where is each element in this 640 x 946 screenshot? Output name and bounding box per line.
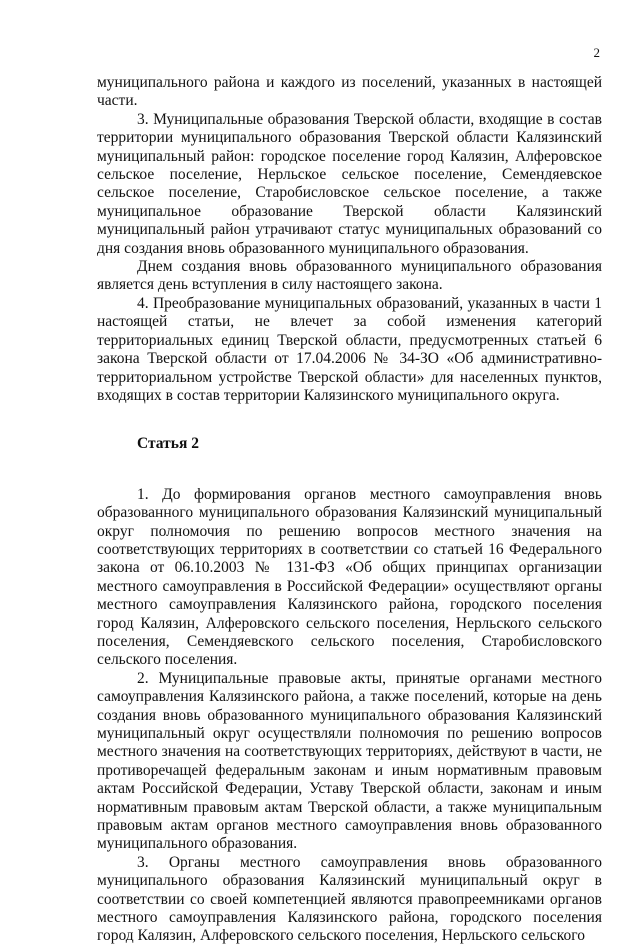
paragraph-creation-day: Днем создания вновь образованного муниципального образования является день вступления в силу настоящего закона. <box>97 258 602 294</box>
paragraph-part-4: 4. Преобразование муниципальных образований, указанных в части 1 настоящей статьи, не влечет за собой изменения категорий территориальных единиц Тверской области, предусмотренных статьей 6 закона Тверской области от 17.04.2006 № 34-ЗО «Об административно-территориальном устройстве Тверской области» для населенных пунктов, входящих в состав территории Калязинского муниципального округа. <box>97 294 602 404</box>
paragraph-continuation: муниципального района и каждого из поселений, указанных в настоящей части. <box>97 74 602 110</box>
paragraph-article2-part-3: 3. Органы местного самоуправления вновь образованного муниципального образования Калязинский муниципальный округ в соответствии со своей компетенцией являются правопреемниками органов местного самоуправления Калязинского района, городского поселения город Калязин, Алферовского сельского поселения, Нерльского сельского <box>97 853 602 945</box>
document-body <box>97 74 602 946</box>
paragraph-part-3: 3. Муниципальные образования Тверской области, входящие в состав территории муниципального образования Тверской области Калязинский муниципальный район: городское поселение город Калязин, Алферовское сельское поселение, Нерльское сельское поселение, Семендяевское сельское поселение, Старобисловское сельское поселение, а также муниципальное образование Тверской области Калязинский муниципальный район утрачивают статус муниципальных образований со дня создания вновь образованного муниципального образования. <box>97 110 602 257</box>
article-heading: Статья 2 <box>137 435 199 453</box>
paragraph-article2-part-1: 1. До формирования органов местного самоуправления вновь образованного муниципального образования Калязинский муниципальный округ полномочия по решению вопросов местного значения на соответствующих территориях в соответствии со статьей 16 Федерального закона от 06.10.2003 № 131-ФЗ «Об общих принципах организации местного самоуправления в Российской Федерации» осуществляют органы местного самоуправления Калязинского района, городского поселения город Калязин, Алферовского сельского поселения, Нерльского сельского поселения, Семендяевского сельского поселения, Старобисловского сельского поселения. <box>97 485 602 669</box>
paragraph-article2-part-2: 2. Муниципальные правовые акты, принятые органами местного самоуправления Калязинского района, а также поселений, которые на день создания вновь образованного муниципального образования Калязинский муниципальный округ осуществляли полномочия по решению вопросов местного значения на соответствующих территориях, действуют в части, не противоречащей федеральным законам и иным нормативным правовым актам Российской Федерации, Уставу Тверской области, законам и иным нормативным правовым актам Тверской области, а также муниципальным правовым актам органов местного самоуправления вновь образованного муниципального образования. <box>97 669 602 853</box>
page-number: 2 <box>593 45 600 60</box>
